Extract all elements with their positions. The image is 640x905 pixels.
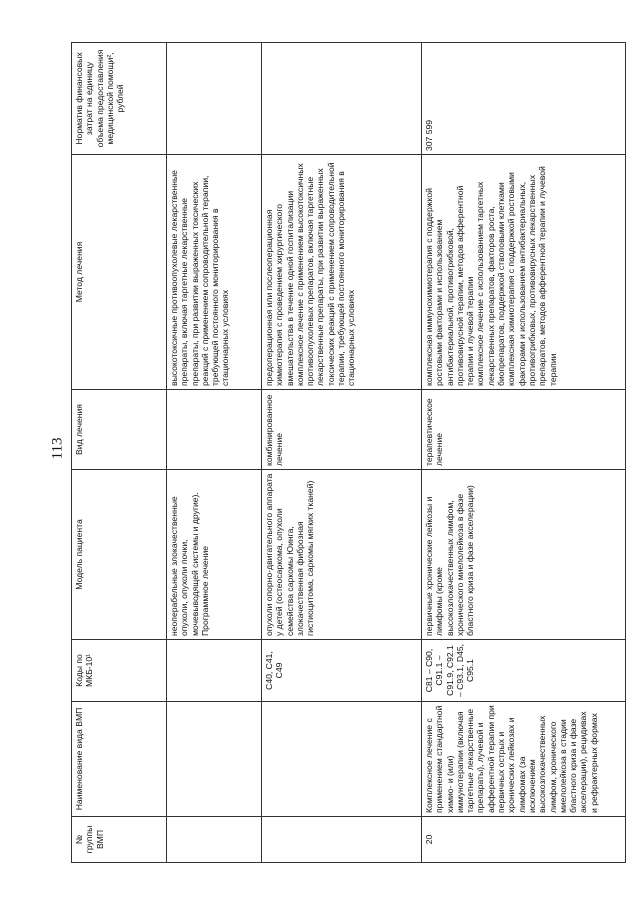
header-codes: Коды по МКБ-10¹	[72, 640, 167, 702]
cell-model: неоперабельные злокачественные опухоли, опухоли почки, мочевыводящей системы и другие). Программное лечение	[167, 470, 262, 640]
header-group: № группы ВМП	[72, 817, 167, 863]
cell-group	[262, 817, 422, 863]
cell-codes: C81 – C90, C91.1 – C91.9, C92.1 – C93.1, D45, C95.1	[422, 640, 626, 702]
cell-method: высокотоксичные противоопухолевые лекарственные препараты, включая таргетные лекарственные препараты, при развитии выраженных токсических реакций с применением сопроводительной терапии, требующей постоянного мониторирования в стационарных условиях	[167, 155, 262, 390]
table-row	[262, 43, 422, 863]
header-kind: Вид лечения	[72, 390, 167, 470]
header-name: Наименование вида ВМП	[72, 702, 167, 817]
cell-model: первичные хронические лейкозы и лимфомы (кроме высокозлокачественных лимфом, хронического миелолейкоза в фазе бластного криза и фазе акселерации)	[422, 470, 626, 640]
cell-norm: 307 599	[422, 43, 626, 155]
rotated-table-container	[71, 43, 625, 863]
cell-codes	[167, 640, 262, 702]
header-method: Метод лечения	[72, 155, 167, 390]
vmp-table	[71, 42, 626, 863]
cell-group	[167, 817, 262, 863]
cell-codes: C40, C41, C49	[262, 640, 422, 702]
header-row	[72, 43, 167, 863]
cell-kind	[167, 390, 262, 470]
cell-kind: комбинированное лечение	[262, 390, 422, 470]
cell-name	[262, 702, 422, 817]
cell-name	[167, 702, 262, 817]
table-row	[422, 43, 626, 863]
cell-method: предоперационная или послеоперационная химиотерапия с проведением хирургического вмешательства в течение одной госпитализации комплексное лечение с применением высокотоксичных противоопухолевых препаратов, включая таргетные лекарственные препараты, при развитии выраженных токсических реакций с применением сопроводительной терапии, требующей постоянного мониторирования в стационарных условиях	[262, 155, 422, 390]
header-model: Модель пациента	[72, 470, 167, 640]
cell-norm	[262, 43, 422, 155]
header-norm: Норматив финансовых затрат на единицу объема предоставления медицинской помощи², рублей	[72, 43, 167, 155]
page-number: 113	[49, 437, 66, 460]
table-row	[167, 43, 262, 863]
cell-kind: терапевтическое лечение	[422, 390, 626, 470]
cell-group: 20	[422, 817, 626, 863]
cell-name: Комплексное лечение с применением стандартной химио- и (или) иммунотерапии (включая таргетные лекарственные препараты), лучевой и афферентной терапии при первичных острых и хронических лейкозах и лимфомах (за исключением высокозлокачественных лимфом, хронического миелолейкоза в стадии бластного криза и фазе акселерации), рецидивах и рефрактерных формах	[422, 702, 626, 817]
cell-norm	[167, 43, 262, 155]
cell-method: комплексная иммунохимиотерапия с поддержкой ростовыми факторами и использованием антибактериальной, противогрибковой, противовирусной терапии, методов афферентной терапии и лучевой терапии комплексное лечение с использованием таргетных лекарственных препаратов, факторов роста, биопрепаратов, поддержкой стволовыми клетками комплексная химиотерапия с поддержкой ростовыми факторами и использованием антибактериальных, противогрибковых, противовирусных лекарственных препаратов, методов афферентной терапии и лучевой терапии	[422, 155, 626, 390]
cell-model: опухоли опорно-двигательного аппарата у детей (остеосаркома, опухоли семейства саркомы Юинга, злокачественная фиброзная гистиоцитома, саркомы мягких тканей)	[262, 470, 422, 640]
